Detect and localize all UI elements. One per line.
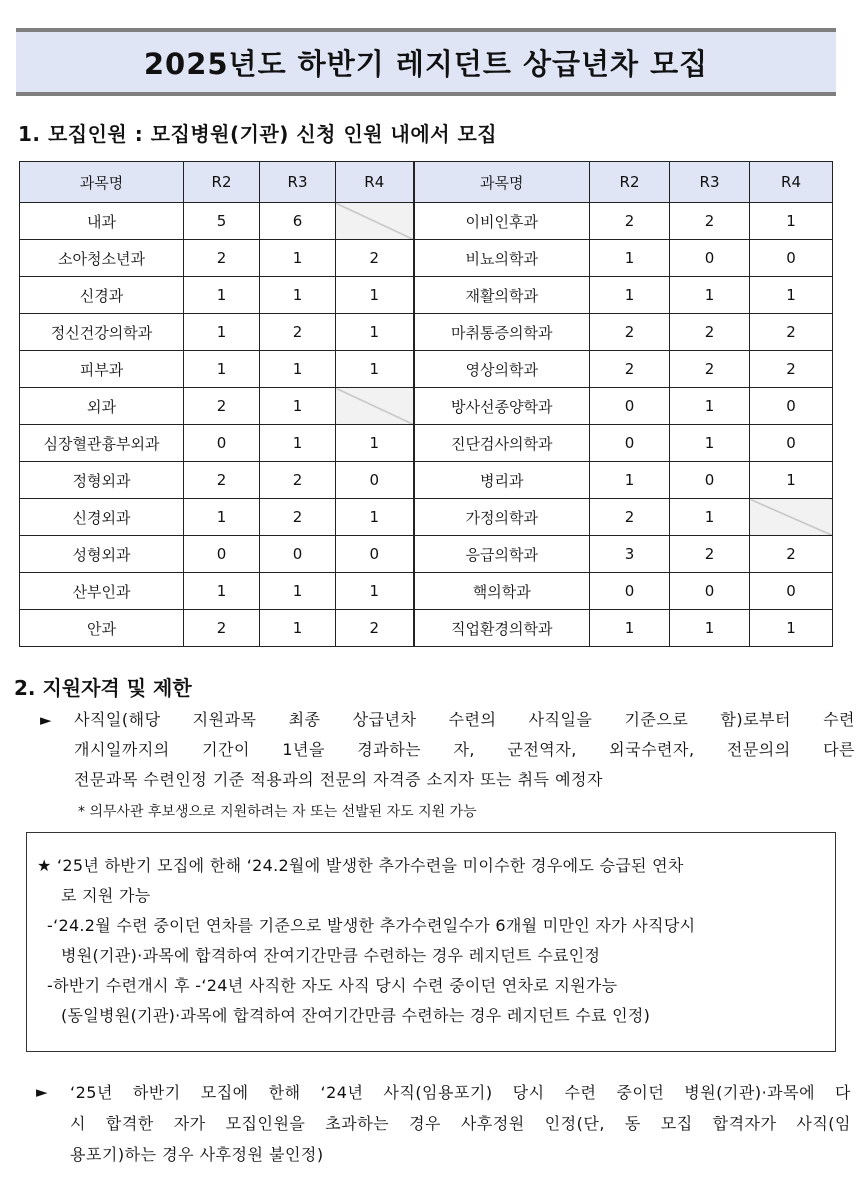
table-row bbox=[20, 277, 833, 314]
quota-cell: 1 bbox=[750, 462, 833, 499]
quota-cell: 1 bbox=[184, 573, 260, 610]
header-cell: R2 bbox=[590, 162, 670, 203]
quota-cell: 1 bbox=[670, 425, 750, 462]
quota-cell: 2 bbox=[184, 462, 260, 499]
quota-cell: 2 bbox=[670, 203, 750, 240]
quota-cell: 2 bbox=[590, 351, 670, 388]
quota-cell: 5 bbox=[184, 203, 260, 240]
quota-cell: 1 bbox=[336, 499, 414, 536]
quota-cell: 0 bbox=[670, 462, 750, 499]
header-cell: R4 bbox=[750, 162, 833, 203]
quota-cell: 2 bbox=[750, 314, 833, 351]
table-row bbox=[20, 610, 833, 647]
header-cell: R4 bbox=[336, 162, 414, 203]
subject-cell: 심장혈관흉부외과 bbox=[20, 425, 184, 462]
quota-cell: 1 bbox=[184, 351, 260, 388]
quota-cell: 1 bbox=[184, 277, 260, 314]
quota-cell: 0 bbox=[260, 536, 336, 573]
subject-cell: 비뇨의학과 bbox=[414, 240, 590, 277]
bullet-arrow-icon: ► bbox=[36, 1083, 48, 1101]
empty-cell bbox=[336, 388, 414, 425]
eligibility-bullet bbox=[40, 705, 855, 795]
quota-cell: 2 bbox=[590, 499, 670, 536]
subject-cell: 핵의학과 bbox=[414, 573, 590, 610]
quota-cell: 1 bbox=[670, 277, 750, 314]
header-cell: R2 bbox=[184, 162, 260, 203]
quota-cell: 1 bbox=[590, 610, 670, 647]
header-cell: 과목명 bbox=[414, 162, 590, 203]
subject-cell: 정신건강의학과 bbox=[20, 314, 184, 351]
quota-cell: 1 bbox=[336, 277, 414, 314]
box-line: 병원(기관)·과목에 합격하여 잔여기간만큼 수련하는 경우 레지던트 수료인정 bbox=[61, 946, 601, 965]
quota-cell: 0 bbox=[750, 388, 833, 425]
quota-cell: 1 bbox=[336, 425, 414, 462]
header-cell: R3 bbox=[260, 162, 336, 203]
table-row bbox=[20, 240, 833, 277]
bullet-text-line: 개시일까지의 기간이 1년을 경과하는 자, 군전역자, 외국수련자, 전문의의 다른 bbox=[74, 740, 855, 759]
quota-cell: 1 bbox=[260, 425, 336, 462]
box-line: -‘24.2월 수련 중이던 연차를 기준으로 발생한 추가수련일수가 6개월 미만인 자가 사직당시 bbox=[47, 916, 696, 935]
quota-cell: 1 bbox=[750, 277, 833, 314]
page-title: 2025년도 하반기 레지던트 상급년차 모집 bbox=[143, 46, 709, 81]
quota-cell: 1 bbox=[670, 610, 750, 647]
quota-cell: 2 bbox=[184, 610, 260, 647]
quota-cell: 1 bbox=[590, 277, 670, 314]
quota-cell: 1 bbox=[260, 277, 336, 314]
quota-table bbox=[19, 161, 833, 647]
table-header-row bbox=[20, 162, 833, 203]
quota-cell: 2 bbox=[260, 314, 336, 351]
table-row bbox=[20, 462, 833, 499]
quota-cell: 6 bbox=[260, 203, 336, 240]
quota-cell: 0 bbox=[184, 536, 260, 573]
quota-cell: 0 bbox=[184, 425, 260, 462]
quota-cell: 1 bbox=[184, 314, 260, 351]
quota-cell: 1 bbox=[590, 240, 670, 277]
table-row bbox=[20, 573, 833, 610]
quota-cell: 2 bbox=[670, 536, 750, 573]
empty-cell bbox=[750, 499, 833, 536]
bullet-arrow-icon: ► bbox=[40, 711, 52, 729]
quota-cell: 1 bbox=[336, 573, 414, 610]
subject-cell: 영상의학과 bbox=[414, 351, 590, 388]
section1-heading: 1. 모집인원 : 모집병원(기관) 신청 인원 내에서 모집 bbox=[18, 122, 498, 146]
box-line: 로 지원 가능 bbox=[61, 886, 151, 905]
subject-cell: 마취통증의학과 bbox=[414, 314, 590, 351]
bullet-text-line: 사직일(해당 지원과목 최종 상급년차 수련의 사직일을 기준으로 함)로부터 수련 bbox=[74, 710, 855, 729]
subject-cell: 병리과 bbox=[414, 462, 590, 499]
quota-cell: 0 bbox=[336, 462, 414, 499]
bullet-text-line: ‘25년 하반기 모집에 한해 ‘24년 사직(임용포기) 당시 수련 중이던 병원(기관)·과목에 다 bbox=[70, 1083, 851, 1102]
bullet-text-line: 시 합격한 자가 모집인원을 초과하는 경우 사후정원 인정(단, 동 모집 합격자가 사직(임 bbox=[70, 1114, 851, 1133]
empty-cell bbox=[336, 203, 414, 240]
quota-cell: 2 bbox=[260, 499, 336, 536]
quota-cell: 2 bbox=[750, 351, 833, 388]
quota-cell: 2 bbox=[184, 388, 260, 425]
subject-cell: 외과 bbox=[20, 388, 184, 425]
quota-cell: 1 bbox=[260, 573, 336, 610]
quota-cell: 0 bbox=[750, 573, 833, 610]
quota-cell: 0 bbox=[750, 425, 833, 462]
quota-cell: 1 bbox=[260, 388, 336, 425]
subject-cell: 방사선종양학과 bbox=[414, 388, 590, 425]
quota-cell: 2 bbox=[670, 351, 750, 388]
subject-cell: 성형외과 bbox=[20, 536, 184, 573]
quota-cell: 2 bbox=[184, 240, 260, 277]
quota-cell: 2 bbox=[750, 536, 833, 573]
subject-cell: 직업환경의학과 bbox=[414, 610, 590, 647]
subject-cell: 응급의학과 bbox=[414, 536, 590, 573]
quota-cell: 2 bbox=[670, 314, 750, 351]
title-banner bbox=[16, 28, 836, 96]
quota-cell: 1 bbox=[184, 499, 260, 536]
subject-cell: 소아청소년과 bbox=[20, 240, 184, 277]
subject-cell: 내과 bbox=[20, 203, 184, 240]
quota-cell: 2 bbox=[590, 314, 670, 351]
table-row bbox=[20, 203, 833, 240]
table-row bbox=[20, 425, 833, 462]
subject-cell: 가정의학과 bbox=[414, 499, 590, 536]
quota-cell: 0 bbox=[670, 573, 750, 610]
table-row bbox=[20, 499, 833, 536]
quota-cell: 1 bbox=[260, 610, 336, 647]
header-cell: R3 bbox=[670, 162, 750, 203]
subject-cell: 정형외과 bbox=[20, 462, 184, 499]
subject-cell: 신경외과 bbox=[20, 499, 184, 536]
quota-cell: 0 bbox=[336, 536, 414, 573]
quota-cell: 1 bbox=[336, 314, 414, 351]
quota-cell: 0 bbox=[670, 240, 750, 277]
quota-cell: 0 bbox=[590, 573, 670, 610]
subject-cell: 이비인후과 bbox=[414, 203, 590, 240]
box-line: (동일병원(기관)·과목에 합격하여 잔여기간만큼 수련하는 경우 레지던트 수료 인정) bbox=[61, 1006, 651, 1025]
quota-cell: 1 bbox=[750, 203, 833, 240]
header-cell: 과목명 bbox=[20, 162, 184, 203]
box-line: -하반기 수련개시 후 -‘24년 사직한 자도 사직 당시 수련 중이던 연차로 지원가능 bbox=[47, 976, 618, 995]
box-line: ★ ‘25년 하반기 모집에 한해 ‘24.2월에 발생한 추가수련을 미이수한 경우에도 승급된 연차 bbox=[37, 856, 684, 875]
table-row bbox=[20, 388, 833, 425]
quota-cell: 1 bbox=[750, 610, 833, 647]
quota-cell: 2 bbox=[590, 203, 670, 240]
subject-cell: 신경과 bbox=[20, 277, 184, 314]
section2-heading: 2. 지원자격 및 제한 bbox=[14, 676, 192, 700]
table-row bbox=[20, 351, 833, 388]
quota-cell: 1 bbox=[670, 499, 750, 536]
subject-cell: 산부인과 bbox=[20, 573, 184, 610]
bullet-text-line: 전문과목 수련인정 기준 적용과의 전문의 자격증 소지자 또는 취득 예정자 bbox=[74, 770, 603, 789]
table-row bbox=[20, 536, 833, 573]
quota-cell: 3 bbox=[590, 536, 670, 573]
subject-cell: 진단검사의학과 bbox=[414, 425, 590, 462]
table-row bbox=[20, 314, 833, 351]
quota-cell: 0 bbox=[590, 425, 670, 462]
quota-cell: 1 bbox=[260, 240, 336, 277]
subject-cell: 재활의학과 bbox=[414, 277, 590, 314]
quota-cell: 0 bbox=[590, 388, 670, 425]
bullet-text-line: 용포기)하는 경우 사후정원 불인정) bbox=[70, 1145, 324, 1164]
quota-cell: 2 bbox=[336, 610, 414, 647]
quota-cell: 1 bbox=[260, 351, 336, 388]
quota-cell: 1 bbox=[336, 351, 414, 388]
quota-cell: 0 bbox=[750, 240, 833, 277]
military-note: * 의무사관 후보생으로 지원하려는 자 또는 선발된 자도 지원 가능 bbox=[78, 804, 477, 820]
special-rule-box bbox=[26, 832, 836, 1052]
quota-cell: 2 bbox=[260, 462, 336, 499]
quota-cell: 1 bbox=[670, 388, 750, 425]
quota-cell: 1 bbox=[590, 462, 670, 499]
post-quota-bullet bbox=[36, 1077, 851, 1170]
subject-cell: 피부과 bbox=[20, 351, 184, 388]
subject-cell: 안과 bbox=[20, 610, 184, 647]
quota-cell: 2 bbox=[336, 240, 414, 277]
